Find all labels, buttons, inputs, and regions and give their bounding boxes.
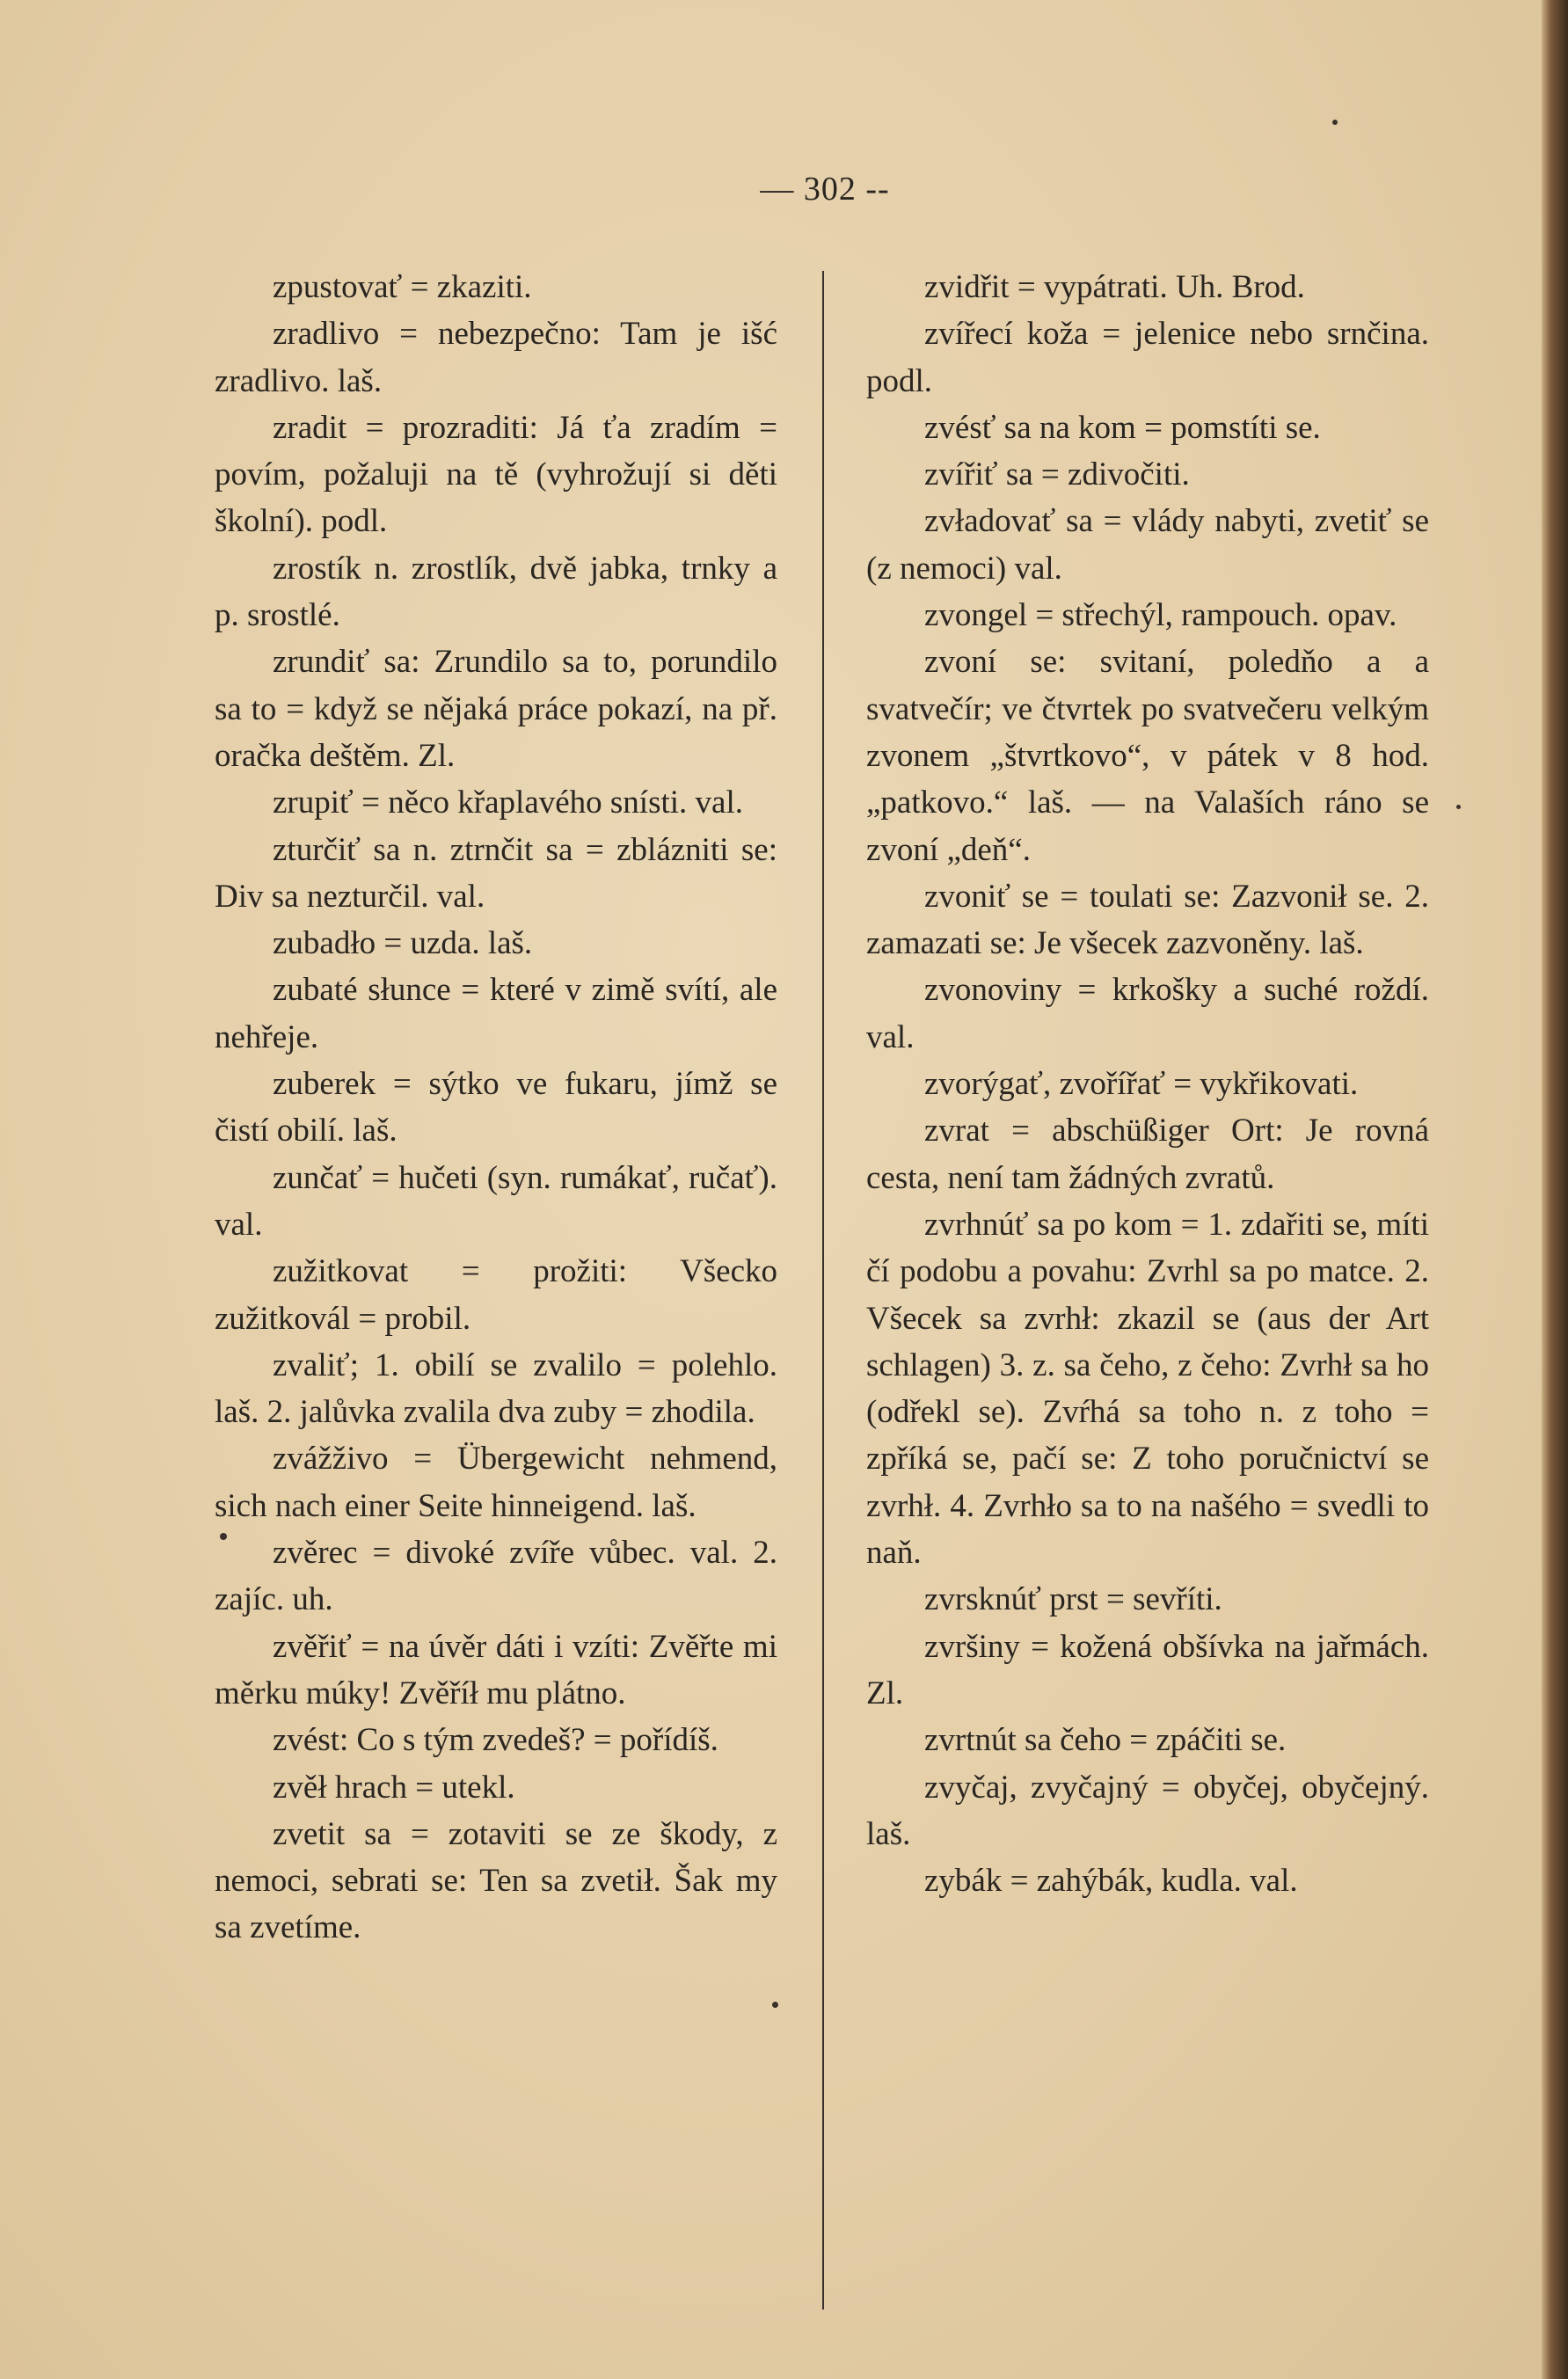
dictionary-entry: zvršiny = kožená obšívka na jařmách. Zl. [866,1628,1429,1711]
dictionary-entry: zrupiť = něco křaplavého snísti. val. [273,784,744,821]
dictionary-entry: zrundiť sa: Zrundilo sa to, porundilo sa to = když se nějaká práce pokazí, na př. oračka deštěm. Zl. [215,644,777,774]
dictionary-entry: zvetit sa = zotaviti se ze škody, z nemoci, sebrati se: Ten sa zvetił. Šak my sa zvetíme. [215,1815,777,1946]
paper-speck [220,1533,227,1540]
dictionary-entry: zvrat = abschüßiger Ort: Je rovná cesta, není tam žádných zvratů. [866,1113,1429,1196]
dictionary-entry: zvěřiť = na úvěr dáti i vzíti: Zvěřte mi měrku múky! Zvěříł mu plátno. [215,1628,777,1711]
dictionary-entry: zvířiť sa = zdivočiti. [924,456,1190,493]
dictionary-entry: zvésť sa na kom = pomstíti se. [924,409,1321,446]
dictionary-entry: zvrhnúť sa po kom = 1. zdařiti se, míti čí podobu a povahu: Zvrhl sa po matce. 2. Všecek sa zvrhł: zkazil se (aus der Art schlagen) 3. z. sa čeho, z čeho: Zvrhł sa ho (odřekl se). Zvŕhá sa toho n. z toho = zpříká se, pačí se: Z toho poručnictví se zvrhł. 4. Zvrhło sa to na našého = svedli to naň. [866,1206,1429,1572]
dictionary-entry: zvładovať sa = vlády nabyti, zvetiť se (z nemoci) val. [866,503,1429,587]
dictionary-entry: zunčať = hučeti (syn. rumákať, ručať). val. [215,1159,777,1243]
dictionary-entry: zrostík n. zrostlík, dvě jabka, trnky a p. srostlé. [215,550,777,634]
dictionary-entry: zvorýgať, zvořířať = vykřikovati. [924,1066,1359,1103]
dictionary-entry: zvoniť se = toulati se: Zazvonił se. 2. zamazati se: Je všecek zazvoněny. laš. [866,878,1429,962]
paper-speck [1456,805,1461,809]
dictionary-entry: zvrtnút sa čeho = zpáčiti se. [924,1722,1287,1759]
dictionary-entry: zubaté słunce = které v zimě svítí, ale nehřeje. [215,972,777,1055]
dictionary-entry: zvongel = střechýl, rampouch. opav. [924,597,1397,634]
dictionary-entry: zvonoviny = krkošky a suché roždí. val. [866,972,1429,1055]
right-column [866,264,1429,1904]
dictionary-entry: zvážživo = Übergewicht nehmend, sich nach einer Seite hinneigend. laš. [215,1441,777,1524]
dictionary-entry: zvířecí koža = jelenice nebo srnčina. podl. [866,316,1429,399]
dictionary-entry: zvěrec = divoké zvíře vůbec. val. 2. zajíc. uh. [215,1535,777,1618]
paper-speck [772,2002,778,2008]
dictionary-entry: zradit = prozraditi: Já ťa zradím = povím, požaluji na tě (vyhrožují si děti školní). podl. [215,409,777,540]
left-column [215,264,777,1952]
dictionary-entry: zuberek = sýtko ve fukaru, jímž se čistí obilí. laš. [215,1066,777,1149]
dictionary-entry: zvrsknúť prst = sevříti. [924,1581,1222,1618]
dictionary-entry: zturčiť sa n. ztrnčit sa = zblázniti se: Div sa nezturčil. val. [215,831,777,915]
column-divider [822,271,824,2310]
dictionary-entry: zvoní se: svitaní, poledňo a a svatvečír; ve čtvrtek po svatvečeru velkým zvonem „štvrtkovo“, v pátek v 8 hod. „patkovo.“ laš. — na Valaších ráno se zvoní „deň“. [866,644,1429,868]
dictionary-entry: zvaliť; 1. obilí se zvalilo = polehlo. laš. 2. jalůvka zvalila dva zuby = zhodila. [215,1346,777,1431]
paper-speck [1332,120,1338,125]
dictionary-entry: zvěł hrach = utekl. [273,1769,515,1806]
dictionary-entry: zybák = zahýbák, kudla. val. [924,1863,1298,1900]
dictionary-entry: zvést: Co s tým zvedeš? = pořídíš. [273,1722,718,1759]
dictionary-entry: zvyčaj, zvyčajný = obyčej, obyčejný. laš. [866,1769,1429,1852]
dictionary-entry: zvidřit = vypátrati. Uh. Brod. [924,269,1305,305]
dictionary-entry: zužitkovat = prožiti: Všecko zužitkovál = probil. [215,1253,777,1337]
book-spine-edge [1542,0,1568,2379]
dictionary-entry: zpustovať = zkaziti. [273,269,532,305]
page-number: — 302 -- [760,171,890,208]
dictionary-entry: zradlivo = nebezpečno: Tam je išć zradlivo. laš. [215,316,777,399]
dictionary-entry: zubadło = uzda. laš. [273,925,533,962]
